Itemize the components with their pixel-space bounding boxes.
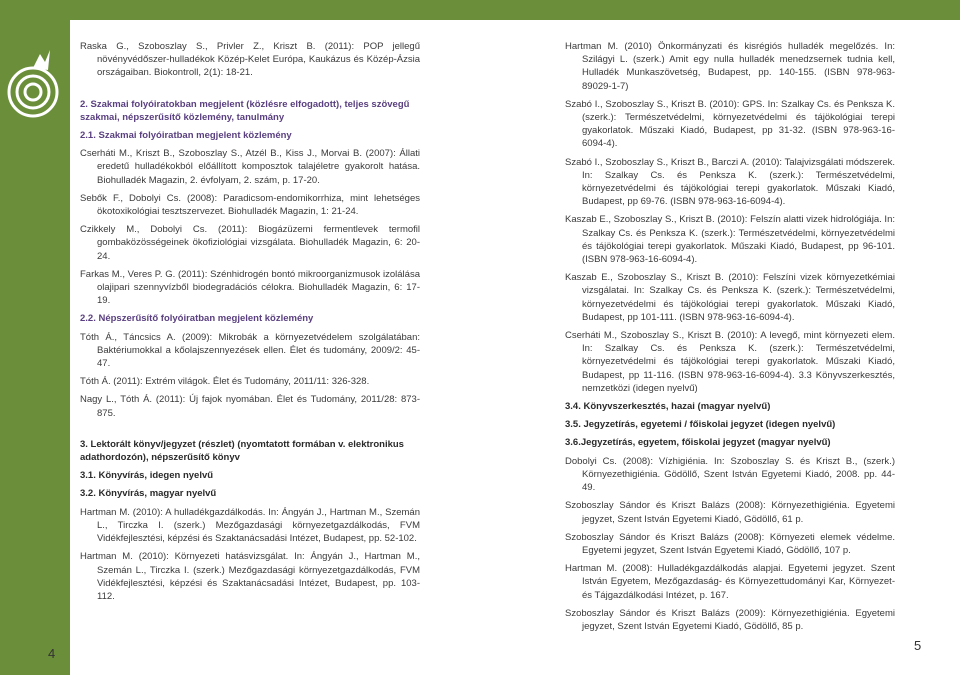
reference-entry: Cserháti M., Szoboszlay S., Kriszt B. (2010): A levegő, mint környezeti elem. In: Szalkay Cs. és Penksza K. (szerk.): Természetvédelmi, környezetvédelmi és tájökológiai terepi gyakorlatok. Műszaki Kiadó, Budapest, pp 11-116. (ISBN 978-963-16-6094-4). 3.3 Könyvszerkesztés, nemzetközi (idegen nyelvű) [565,330,895,394]
reference-entry: Farkas M., Veres P. G. (2011): Szénhidrogén bontó mikroorganizmusok izolálása olajipari szennyvízből biodegradációs célokra. Biohulladék Magazin, 6: 17-19. [80,268,420,307]
section-heading: 3. Lektorált könyv/jegyzet (részlet) (nyomtatott formában v. elektronikus adathordozón), népszerűsítő könyv [80,438,404,464]
reference-entry: Raska G., Szoboszlay S., Privler Z., Kriszt B. (2011): POP jellegű növényvédőszer-hulladékok Közép-Kelet Európa, Kaukázus és Közép-Ázsia országaiban. Biokontroll, 2(1): 18-21. [80,41,420,79]
top-band [70,0,960,20]
reference-entry: Tóth Á. (2011): Extrém világok. Élet és Tudomány, 2011/11: 326-328. [80,376,370,388]
reference-entry: Hartman M. (2010) Önkormányzati és kisrégiós hulladék megelőzés. In: Szilágyi L. (szerk.) Amit egy nulla hulladék menedzsernek tudnia kell, Hulladék Munkaszövetség, Budapest, pp. 140-155. (ISBN 978-963-89029-1-7) [565,41,895,92]
reference-entry: Szoboszlay Sándor és Kriszt Balázs (2008): Környezeti elemek védelme. Egyetemi jegyzet, Szent István Egyetemi Kiadó, Gödöllő, 107 p. [565,531,895,556]
section-heading: 2.2. Népszerűsítő folyóiratban megjelent közlemény [80,313,314,325]
reference-entry: Czikkely M., Dobolyi Cs. (2011): Biogázüzemi fermentlevek termofil gombaközösségeinek ökofiziológiai vizsgálata. Biohulladék Magazin, 6: 20-24. [80,224,420,262]
section-heading: 3.5. Jegyzetírás, egyetemi / főiskolai jegyzet (idegen nyelvű) [565,419,836,431]
section-heading: 3.6.Jegyzetírás, egyetem, főiskolai jegyzet (magyar nyelvű) [565,437,831,449]
reference-entry: Tóth Á., Táncsics A. (2009): Mikrobák a környezetvédelem szolgálatában: Baktériumokkal a kőolajszennyezések ellen. Élet és tudomány, 2009/2: 45-47. [80,331,420,370]
reference-entry: Kaszab E., Szoboszlay S., Kriszt B. (2010): Felszíni vizek környezetkémiai vizsgálatai. In: Szalkay Cs. és Penksza K. (szerk.): Természetvédelmi, környezetvédelmi és tájökológiai terepi gyakorlatok. Műszaki Kiadó, Budapest, pp 101-111. (ISBN 978-963-16-6094-4). [565,272,895,323]
reference-entry: Szabó I., Szoboszlay S., Kriszt B. (2010): GPS. In: Szalkay Cs. és Penksza K. (szerk.): Természetvédelmi, környezetvédelmi és tájökológiai terepi gyakorlatok. Műszaki Kiadó, Budapest, pp 31-32. (ISBN 978-963-16-6094-4). [565,98,895,150]
section-heading: 2.1. Szakmai folyóiratban megjelent közlemény [80,130,292,142]
left-column [80,40,420,608]
reference-entry: Szoboszlay Sándor és Kriszt Balázs (2009): Környezethigiénia. Egyetemi jegyzet, Szent István Egyetemi Kiadó, Gödöllő, 85 p. [565,607,895,632]
page-number-left: 4 [48,646,56,661]
section-heading: 2. Szakmai folyóiratokban megjelent (közlésre elfogadott), teljes szövegű szakmai, népszerűsítő közlemény, tanulmány [80,98,410,123]
reference-entry: Sebők F., Dobolyi Cs. (2008): Paradicsom-endomikorrhiza, mint lehetséges ökotoxikológiai tesztszervezet. Biohulladék Magazin, 1: 21-24. [80,192,420,218]
reference-entry: Szoboszlay Sándor és Kriszt Balázs (2008): Környezethigiénia. Egyetemi jegyzet, Szent István Egyetemi Kiadó, Gödöllő, 61 p. [565,500,895,525]
section-heading: 3.4. Könyvszerkesztés, hazai (magyar nyelvű) [565,401,771,413]
right-column [565,40,895,638]
reference-entry: Hartman M. (2010): Környezeti hatásvizsgálat. In: Ángyán J., Hartman M., Szemán L., Tirczka I. (szerk.) Mezőgazdasági környezetgazdálkodás, FVM Vidékfejlesztési, képzési és Szaktanácsadási Intézet, Budapest, pp. 103-112. [80,551,420,602]
reference-entry: Cserháti M., Kriszt B., Szoboszlay S., Atzél B., Kiss J., Morvai B. (2007): Állati eredetű hulladékokból előállított komposztok talajéletre gyakorolt hatása. Biohulladék Magazin, 2. évfolyam, 2. szám, p. 17-20. [80,148,420,186]
reference-entry: Szabó I., Szoboszlay S., Kriszt B., Barczi A. (2010): Talajvizsgálati módszerek. In: Szalkay Cs. és Penksza K. (szerk.): Természetvédelmi, környezetvédelmi és tájökológiai terepi gyakorlatok. Műszaki Kiadó, Budapest, pp 69-76. (ISBN 978-963-16-6094-4). [565,156,895,208]
page-number-right: 5 [914,638,922,653]
reference-entry: Hartman M. (2010): A hulladékgazdálkodás. In: Ángyán J., Hartman M., Szemán L., Tirczka I. (szerk.) Mezőgazdasági környezetgazdálkodás, FVM Vidékfejlesztési, képzési és Szaktanácsadási Intézet, Budapest, pp. 52-102. [80,506,420,545]
reference-entry: Dobolyi Cs. (2008): Vízhigiénia. In: Szoboszlay S. és Kriszt B., (szerk.) Környezethigiénia. Gödöllő, Szent István Egyetemi Kiadó, 2008. pp. 44-49. [565,455,895,494]
reference-entry: Nagy L., Tóth Á. (2011): Új fajok nyomában. Élet és Tudomány, 2011/28: 873-875. [80,394,420,419]
green-pomegranate-spiral-logo [0,34,70,134]
section-heading: 3.1. Könyvírás, idegen nyelvű [80,470,214,482]
section-heading: 3.2. Könyvírás, magyar nyelvű [80,488,217,500]
reference-entry: Hartman M. (2008): Hulladékgazdálkodás alapjai. Egyetemi jegyzet. Szent István Egyetem, Mezőgazdaság- és Környezettudományi Kar, Környezet- és Tájgazdálkodási Intézet, p. 167. [565,563,895,601]
spacer [80,85,420,93]
reference-entry: Kaszab E., Szoboszlay S., Kriszt B. (2010): Felszín alatti vizek hidrológiája. In: Szalkay Cs. és Penksza K. (szerk.): Természetvédelmi, környezetvédelmi és tájökológiai terepi gyakorlatok. Műszaki Kiadó, Budapest, pp 96-101. (ISBN 978-963-16-6094-4). [565,214,895,266]
spacer [80,425,420,433]
